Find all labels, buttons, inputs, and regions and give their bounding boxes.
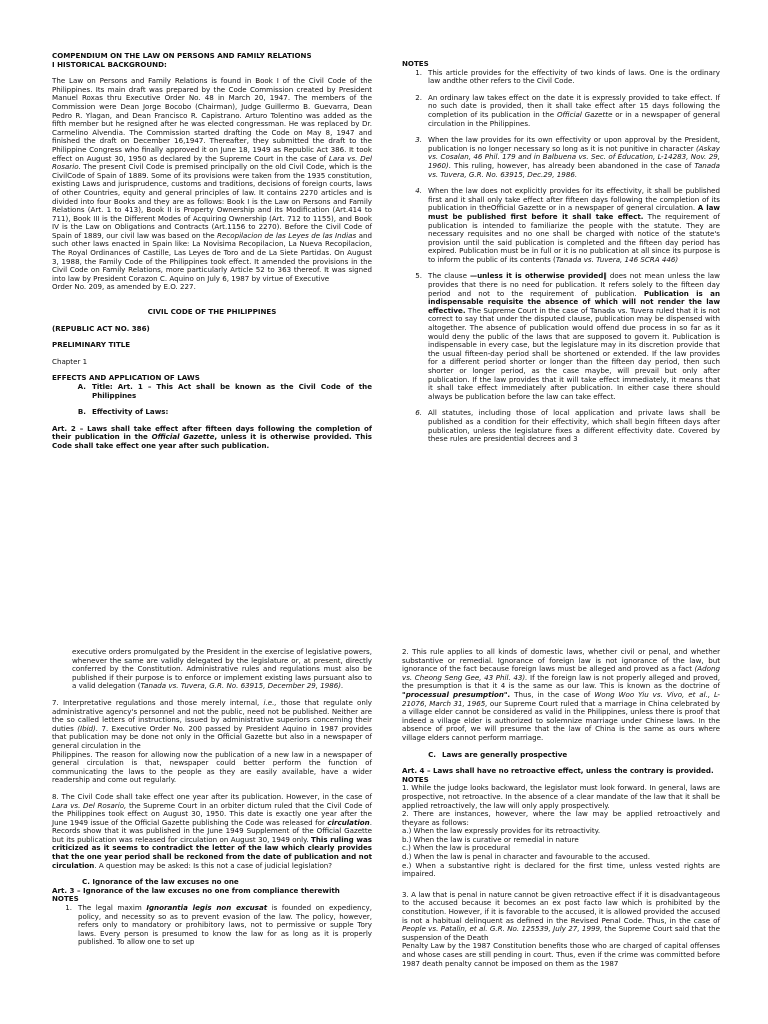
notes-heading: NOTES <box>52 894 79 904</box>
item-b-effectivity: B. Effectivity of Laws: <box>77 407 169 417</box>
continued-note-6: executive orders promulgated by the President in the exercise of legislative powers, whenever the same are validly delegated by the legislature or, at present, directly conferred by the Constitution. Administrative rules and regulations must also be published if their purpose is to enforce or implement existing laws pursuant also to a valid delegation (Tanada vs. Tuvera, G.R. No. 63915, December 29, 1986). <box>72 647 372 691</box>
note-6: 6. All statutes, including those of local application and private laws shall be published as a condition for their effectivity, which shall begin fifteen days after publication, unless the legislature fixes a different effectivity date. Covered by these rules are presidential decrees and 3 <box>415 408 720 444</box>
page1-left-column <box>52 52 372 459</box>
civil-code-title: CIVIL CODE OF THE PHILIPPINES <box>147 307 277 317</box>
note-4: 4. When the law does not explicitly provides for its effectivity, it shall be published first and it shall only take effect after fifteen days following the completion of its publication in theOfficial Gazette or in a newspaper of general circulation. A law must be published first before it shall take effect. The requirement of publication is intended to familiarize the people with the statute. They are necessary requisites and no one shall be charged with notice of the statute's provision until the said publication is completed and the fifteen day period has expired. Publication must be in full or it is no publication at all since its purpose is to inform the public of its contents (Tanada vs. Tuvera, 146 SCRA 446) <box>415 186 720 264</box>
page2-right-column <box>402 648 720 976</box>
section-c-ignorance-heading: C. Ignorance of the law excuses no one <box>82 877 239 887</box>
article-3-text: Art. 3 – Ignorance of the law excuses no one from compliance therewith <box>52 885 340 895</box>
note-7: 7. Interpretative regulations and those merely internal, i.e., those that regulate only administrative agency's personnel and not the public, need not be published. Neither are the so called letters of instructions, issued by administrative superiors concerning their duties (Ibid). 7. Executive Order No. 200 passed by President Aquino in 1987 provides that publication may be done not only in the Official Gazette but also in a newspaper of general circulation in the Philippines. The reason for allowing now the publication of a new law in a newspaper of general circulation is that, newspaper could better perform the function of communicating the laws to the people as they are easily available, have a wider readership and come out regularly. <box>52 697 373 785</box>
page2-left-column <box>52 648 372 955</box>
note-1: 1. This article provides for the effectivity of two kinds of laws. One is the ordinary law andthe other refers to the Civil Code. <box>415 67 720 86</box>
item-a-title: A. Title: Art. 1 – This Act shall be known as the Civil Code of the Philippines <box>77 382 372 400</box>
preliminary-title: PRELIMINARY TITLE <box>52 340 131 350</box>
note-8: 8. The Civil Code shall take effect one year after its publication. However, in the case of Lara vs. Del Rosario, the Supreme Court in an orbiter dictum ruled that the Civil Code of the Philippines took effect on August 30, 1950. This date is exactly one year after the June 1949 issue of the Official Gazette publishing the Code was released for circulation. Records show that it was published in the June 1949 Supplement of the Official Gazette but its publication was released for circulation on August 30, 1949 only. This ruling was criticized as it seems to contradict the letter of the law which clearly provides that the one year period shall be reckoned from the date of publication and not circulation. A question may be asked: Is this not a case of judicial legislation? <box>52 791 372 870</box>
document-page-2 <box>0 596 768 1024</box>
document-title: COMPENDIUM ON THE LAW ON PERSONS AND FAMILY RELATIONS <box>52 51 312 60</box>
article-4-text: Art. 4 – Laws shall have no retroactive effect, unless the contrary is provided. <box>402 766 714 776</box>
chapter-label: Chapter 1 <box>52 356 88 366</box>
list-item: d.) When the law is penal in character and favourable to the accused. <box>402 852 651 862</box>
case-citation: Lara vs. Del Rosario <box>52 153 372 172</box>
prospective-note-3: 3. A law that is penal in nature cannot be given retroactive effect if it is disadvantageous to the accused because it becomes an ex post facto law which is prohibited by the constitution. However, if it is favorable to the accused, it is allowed provided the accused is not a habitual delinquent as defined in the Revised Penal Code. Thus, in the case of People vs. Patalin, et al. G.R. No. 125539, July 27, 1999, the Supreme Court said that the suspension of the Death Penalty Law by the 1987 Constitution benefits those who are charged of capital offenses and whose cases are still pending in court. Thus, even if the crime was committed before 1987 death penalty cannot be imposed on them as the 1987 <box>402 889 720 968</box>
historical-background-paragraph: The Law on Persons and Family Relations is found in Book I of the Civil Code of the Philippines. Its main draft was prepared by the Code Commission created by President Manuel Roxas thru Executive Order No. 48 in March 20, 1947. The members of the Commission were Dean Jorge Bocobo (Chairman), Judge Guillermo B. Guevarra, Dean Pedro R. Ylagan, and Dean Francisco R. Capistrano. Arturo Tolentino was added as the fifth member but he resigned after he was elected congressman. He was replaced by Dr. Carmelino Alvendia. The Commission started drafting the Code on May 8, 1947 and finished the draft on December 16,1947. Thereafter, they submitted the draft to the Philippine Congress who finally approved it on June 18, 1949 as Republic Act 386. It took effect on August 30, 1950 as declared by the Supreme Court in the case of Lara vs. Del Rosario. The present Civil Code is premised principally on the old Civil Code, which is the CivilCode of Spain of 1889. Some of its provisions were taken from the 1935 constitution, existing Laws and jurisprudence, customs and traditions, decisions of foreign courts, laws of other Countries, equity and general principles of law. It contains 2270 articles and is divided into four Books and they are as follows: Book I is the Law on Persons and Family Relations (Art. 1 to 413), Book II is Property Ownership and its Modification (Art.414 to 711), Book III is the Different Modes of Acquiring Ownership (Art. 712 to 1155), and Book IV is the Law on Obligations and Contracts (Art.1156 to 2270). Before the Civil Code of Spain of 1889, our civil law was based on the Recopilacion de las Leyes de las Indias and such other laws enacted in Spain like: La Novisima Recopilacion, La Nueva Recopilacion, The Royal Ordinances of Castille, Las Leyes de Toro and de La Siete Partidas. On August 3, 1988, the Family Code of the Philippines took effect. It amended the provisions in the Civil Code on Family Relations, more particularly Article 52 to 363 thereof. It was signed into law by President Corazon C. Aquino on July 6, 1987 by virtue of Executive Order No. 209, as amended by E.O. 227. <box>52 76 372 292</box>
note-2: 2. An ordinary law takes effect on the date it is expressly provided to take effect. If no such date is provided, then it shall take effect after 15 days following the completion of its publication in the Official Gazette or in a newspaper of general circulation in the Philippines. <box>415 92 720 128</box>
prospective-note-1: 1. While the judge looks backward, the legislator must look forward. In general, laws are prospective, not retroactive. In the absence of a clear mandate of the law that it shall be applied retroactively, the law will only apply prospectively. <box>402 783 720 810</box>
list-item: c.) When the law is procedural <box>402 843 511 853</box>
recopilacion-title: Recopilacion de las Leyes de las Indias <box>217 230 357 240</box>
list-item: b.) When the law is curative or remedial in nature <box>402 834 579 844</box>
notes-heading: NOTES <box>402 59 429 68</box>
page1-right-column <box>402 60 720 452</box>
notes-heading: NOTES <box>402 774 429 784</box>
republic-act-label: (REPUBLIC ACT NO. 386) <box>52 323 150 333</box>
prospective-note-2: 2. There are instances, however, where the law may be applied retroactively and theyare as follows: <box>402 809 720 827</box>
list-item: e.) When a substantive right is declared for the first time, unless vested rights are impaired. <box>402 860 720 879</box>
note-3: 3. When the law provides for its own effectivity or upon approval by the President, publication is no longer necessary so long as it is not punitive in character (Askay vs. Cosalan, 46 Phil. 179 and in Balbuena vs. Sec. of Education, L-14283, Nov. 29, 1960). This ruling, however, has already been abandoned in the case of Tanada vs. Tuvera, G.R. No. 63915, Dec.29, 1986. <box>415 135 720 179</box>
effects-heading: EFFECTS AND APPLICATION OF LAWS <box>52 373 200 383</box>
section-heading-historical: I HISTORICAL BACKGROUND: <box>52 59 167 69</box>
note-5: 5. The clause —unless it is otherwise provided‖ does not mean unless the law provides that there is no need for publication. It refers solely to the fifteen day period and not to the requirement of publication. Publication is an indispensable requisite the absence of which will not render the law effective. The Supreme Court in the case of Tanada vs. Tuvera ruled that it is not correct to say that under the disputed clause, publication may be dispensed with altogether. The absence of publication would offend due process in so far as it would deny the public of the laws that are supposed to govern it. Publication is indispensable in every case, but the legislature may in its discretion provide that the usual fifteen-day period shall be shortened or extended. If the law provides for a different period shorter or longer than the fifteen day period, then such shorter or longer period, as the case maybe, will prevail but only after publication. If the law provides that it will take effect immediately, it means that it shall take effect immediately after publication. In either case there should always be publication before the law can take effect. <box>415 271 720 401</box>
list-item: a.) When the law expressly provides for its retroactivity. <box>402 826 601 836</box>
article-2-text: Art. 2 – Laws shall take effect after fifteen days following the completion of their publication in the Official Gazette, unless it is otherwise provided. This Code shall take effect one year after such publication. <box>52 423 372 450</box>
ignorance-note-2: 2. This rule applies to all kinds of domestic laws, whether civil or penal, and whether substantive or remedial. Ignorance of foreign law is not ignorance of the law, but ignorance of the fact because foreign laws must be alleged and proved as a fact (Adong vs. Cheong Seng Gee, 43 Phil. 43). If the foreign law is not properly alleged and proved, the presumption is that it 4 is the same as our law. This is known as the doctrine of "processual presumption". Thus, in the case of Wong Woo Yiu vs. Vivo, et al., L-21076, March 31, 1965, our Supreme Court ruled that a marriage in China celebrated by a village elder cannot be considered as valid in the Philippines, unless there is proof that indeed a village elder is authorized to solemnize marriage under Chinese laws. In the absence of proof, we will presume that the law of China is the same as ours where village elders cannot perform marriage. <box>402 647 720 742</box>
section-c-prospective-heading: C. Laws are generally prospective <box>428 749 568 759</box>
retroactivity-list <box>402 827 720 879</box>
ignorance-note-1: 1. The legal maxim Ignorantia legis non excusat is founded on expediency, policy, and necessity so as to prevent evasion of the law. The policy, however, refers only to mandatory or prohibitory laws, not to permissive or supple Tory laws. Every person is presumed to know the law for as long as it is properly published. To allow one to set up <box>65 903 372 947</box>
